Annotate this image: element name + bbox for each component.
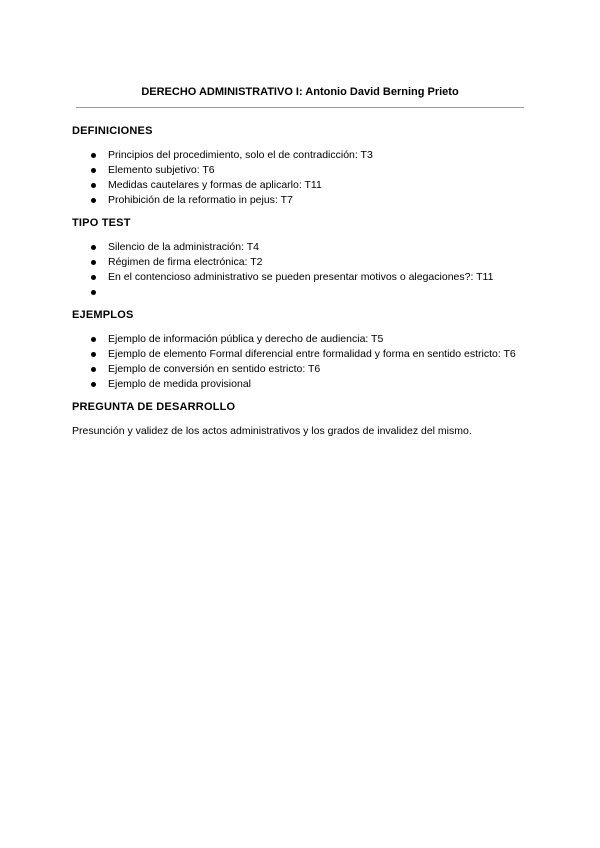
list-item [72,148,532,163]
list-item [72,347,532,362]
title-divider [76,107,524,108]
section-tipo-test [72,216,532,300]
bullet-icon [91,260,96,265]
section-heading-ejemplos: EJEMPLOS [72,309,134,321]
bullet-icon [91,275,96,280]
section-pregunta-desarrollo [72,400,532,439]
bullet-icon [91,198,96,203]
document-title: DERECHO ADMINISTRATIVO I: Antonio David Berning Prieto [141,86,459,98]
list-item-text: En el contencioso administrativo se pueden presentar motivos o alegaciones?: T11 [108,271,494,283]
definiciones-list [72,148,532,208]
list-item [72,193,532,208]
list-item-text [108,286,111,298]
list-item [72,285,532,300]
list-item-text: Medidas cautelares y formas de aplicarlo: T11 [108,179,322,191]
bullet-icon [91,153,96,158]
bullet-icon [91,245,96,250]
bullet-icon [91,352,96,357]
list-item [72,255,532,270]
list-item-text: Régimen de firma electrónica: T2 [108,256,263,268]
list-item-text: Ejemplo de elemento Formal diferencial entre formalidad y forma en sentido estricto: T6 [108,348,516,360]
list-item-text: Prohibición de la reformatio in pejus: T7 [108,194,293,206]
list-item-text: Elemento subjetivo: T6 [108,164,215,176]
ejemplos-list [72,332,532,392]
document-body [72,124,532,439]
section-heading-tipo-test: TIPO TEST [72,217,131,229]
section-ejemplos [72,308,532,392]
list-item-text: Ejemplo de información pública y derecho de audiencia: T5 [108,333,384,345]
list-item [72,377,532,392]
desarrollo-question-text: Presunción y validez de los actos administrativos y los grados de invalidez del mismo. [72,425,472,437]
bullet-icon [91,168,96,173]
section-heading-definiciones: DEFINICIONES [72,125,153,137]
list-item [72,178,532,193]
section-definiciones [72,124,532,208]
list-item [72,362,532,377]
bullet-icon [91,337,96,342]
bullet-icon [91,290,96,295]
list-item [72,332,532,347]
list-item-text: Ejemplo de medida provisional [108,378,251,390]
bullet-icon [91,367,96,372]
bullet-icon [91,183,96,188]
bullet-icon [91,382,96,387]
list-item-text: Principios del procedimiento, solo el de contradicción: T3 [108,149,373,161]
list-item-text: Ejemplo de conversión en sentido estricto: T6 [108,363,321,375]
tipo-test-list [72,240,532,300]
section-heading-pregunta-desarrollo: PREGUNTA DE DESARROLLO [72,401,236,413]
list-item [72,240,532,255]
list-item [72,270,532,285]
list-item [72,163,532,178]
list-item-text: Silencio de la administración: T4 [108,241,259,253]
